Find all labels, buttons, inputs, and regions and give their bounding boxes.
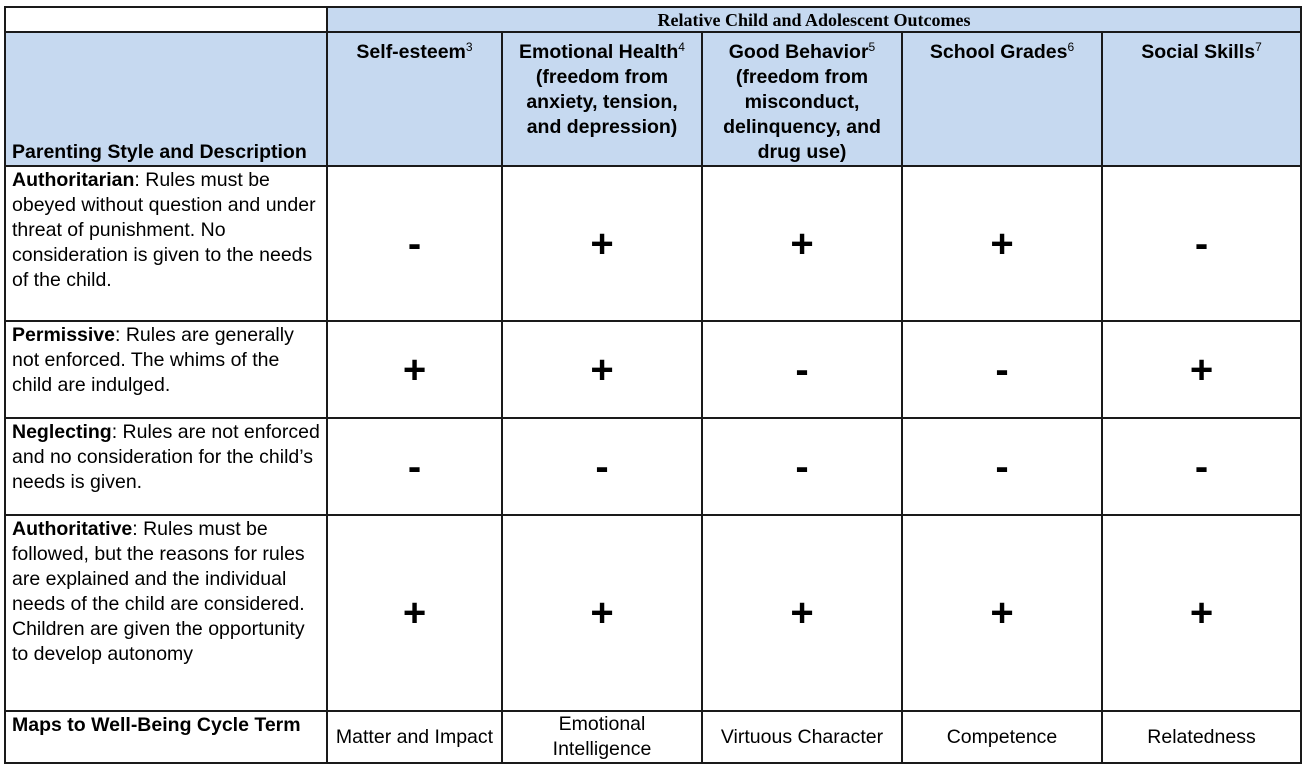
style-name: Permissive <box>12 324 115 346</box>
col-header-school-grades <box>902 32 1102 166</box>
maps-term: Emotional Intelligence <box>502 711 702 763</box>
col-header-emotional-health <box>502 32 702 166</box>
col-label: Good Behavior <box>728 41 869 63</box>
outcome-cell: + <box>1102 515 1301 711</box>
outcome-cell: + <box>702 515 902 711</box>
outcome-cell: - <box>1102 166 1301 321</box>
col-label: Self-esteem <box>356 41 466 63</box>
table-row-neglecting <box>5 418 1301 515</box>
outcome-cell: + <box>702 166 902 321</box>
maps-term: Matter and Impact <box>327 711 502 763</box>
outcome-cell: - <box>502 418 702 515</box>
style-text: : Rules are not enforced and no consideration for the child’s needs is given. <box>12 421 320 493</box>
col-header-self-esteem <box>327 32 502 166</box>
outcome-cell: - <box>327 418 502 515</box>
col-label: Social Skills <box>1141 41 1256 63</box>
footnote-ref: 5 <box>868 40 876 54</box>
outcome-cell: + <box>327 515 502 711</box>
outcome-cell: + <box>1102 321 1301 418</box>
outcome-cell: - <box>902 321 1102 418</box>
table-row-permissive <box>5 321 1301 418</box>
outcome-cell: + <box>902 166 1102 321</box>
maps-row <box>5 711 1301 763</box>
outcome-cell: - <box>702 418 902 515</box>
table-row-authoritarian <box>5 166 1301 321</box>
footnote-ref: 7 <box>1255 40 1262 54</box>
outcome-cell: + <box>327 321 502 418</box>
column-header-row <box>5 32 1301 166</box>
style-description <box>5 166 327 321</box>
col-sublabel: (freedom from anxiety, tension, and depression) <box>526 66 678 138</box>
outcome-cell: + <box>902 515 1102 711</box>
maps-term: Relatedness <box>1102 711 1301 763</box>
outcomes-group-header: Relative Child and Adolescent Outcomes <box>327 7 1301 32</box>
blank-corner-cell <box>5 7 327 32</box>
style-name: Authoritative <box>12 518 133 540</box>
outcome-cell: - <box>1102 418 1301 515</box>
style-description <box>5 515 327 711</box>
col-label: School Grades <box>929 41 1068 63</box>
outcome-cell: - <box>902 418 1102 515</box>
style-description <box>5 321 327 418</box>
outcome-cell: - <box>327 166 502 321</box>
col-sublabel: (freedom from misconduct, delinquency, and drug use) <box>723 66 881 163</box>
outcome-cell: - <box>702 321 902 418</box>
style-text: : Rules must be followed, but the reasons for rules are explained and the individual needs of the child are considered. Children are given the opportunity to develop autonomy <box>12 518 305 665</box>
style-description <box>5 418 327 515</box>
style-text: : Rules are generally not enforced. The whims of the child are indulged. <box>12 324 294 396</box>
maps-term: Competence <box>902 711 1102 763</box>
col-header-good-behavior <box>702 32 902 166</box>
style-text: : Rules must be obeyed without question and under threat of punishment. No consideration is given to the needs of the child. <box>12 169 316 291</box>
maps-term: Virtuous Character <box>702 711 902 763</box>
maps-label: Maps to Well-Being Cycle Term <box>5 711 327 763</box>
style-name: Neglecting <box>12 421 112 443</box>
outcome-cell: + <box>502 515 702 711</box>
col-header-social-skills <box>1102 32 1301 166</box>
col-label: Emotional Health <box>519 41 679 63</box>
outcome-cell: + <box>502 321 702 418</box>
footnote-ref: 6 <box>1067 40 1075 54</box>
table-row-authoritative <box>5 515 1301 711</box>
footnote-ref: 4 <box>678 40 685 54</box>
outcome-cell: + <box>502 166 702 321</box>
style-name: Authoritarian <box>12 169 135 191</box>
footnote-ref: 3 <box>465 40 473 54</box>
parenting-outcomes-table <box>4 6 1302 764</box>
group-header-row <box>5 7 1301 32</box>
parenting-style-header: Parenting Style and Description <box>5 32 327 166</box>
